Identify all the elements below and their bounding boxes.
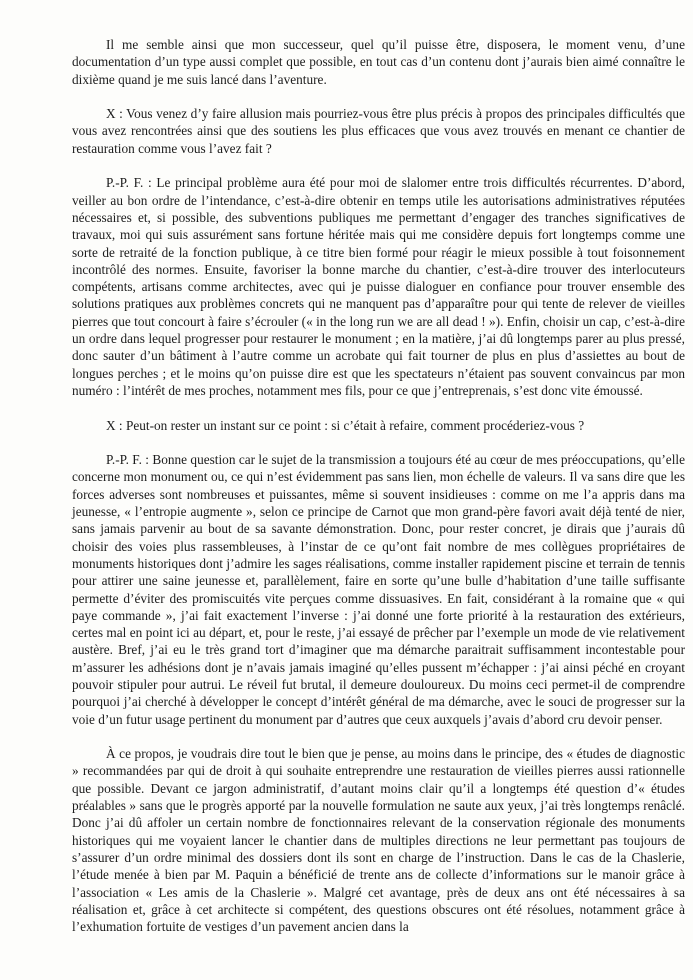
paragraph-diagnostic-studies: À ce propos, je voudrais dire tout le bien que je pense, au moins dans le principe, des « études de diagnostic » recommandées par qui de droit à qui souhaite entreprendre une restauration de vieilles pierres aussi rationnelle que possible. Devant ce jargon administratif, d’autant moins clair qu’il a longtemps été question d’« études préalables » sans que le progrès apporté par la nouvelle formulation ne saute aux yeux, j’ai très longtemps renâclé. Donc j’ai dû affoler un certain nombre de fonctionnaires relevant de la conservation régionale des monuments historiques qui me voyaient lancer le chantier dans de multiples directions ne leur permettant pas toujours de s’assurer d’un ordre minimal des dossiers dont ils sont en charge de l’instruction. Dans le cas de la Chaslerie, l’étude menée à bien par M. Paquin a bénéficié de trente ans de collecte d’informations sur le manoir grâce à l’association « Les amis de la Chaslerie ». Malgré cet avantage, près de deux ans ont été nécessaires à sa réalisation et, grâce à cet architecte si compétent, des questions obscures ont été résolues, notamment grâce à l’exhumation fortuite de vestiges d’un pavement ancien dans la [72,746,685,935]
paragraph-answer-difficulties: P.-P. F. : Le principal problème aura été pour moi de slalomer entre trois difficultés récurrentes. D’abord, veiller au bon ordre de l’intendance, c’est-à-dire obtenir en temps utile les autorisations administratives réputées nécessaires et, si possible, des subventions publiques me permettant d’engager des tranches significatives de travaux, moi qui suis assurément sans fortune héritée mais qui me considère depuis fort longtemps comme une sorte de retraité de la fonction publique, à ce titre bien formé pour réagir le mieux possible à tout foisonnement incontrôlé des normes. Ensuite, favoriser la bonne marche du chantier, c’est-à-dire trouver des interlocuteurs compétents, artisans comme architectes, avec qui je puisse dialoguer en confiance pour trouver ensemble des solutions pratiques aux problèmes concrets qui ne manquent pas d’apparaître pour qui tente de relever de vieilles pierres que tout concourt à faire s’écrouler (« in the long run we are all dead ! »). Enfin, choisir un cap, c’est-à-dire un ordre dans lequel progresser pour restaurer le monument ; en la matière, j’ai dû longtemps parer au plus pressé, donc sauter d’un bâtiment à l’autre comme un acrobate qui fait tourner de plus en plus d’assiettes au bout de longues perches ; et le moins qu’on puisse dire est que les spectateurs n’étaient pas souvent convaincus par mon numéro : l’intérêt de mes proches, notamment mes fils, pour ce que j’entreprenais, s’est donc vite émoussé. [72,175,685,398]
paragraph-question-difficulties: X : Vous venez d’y faire allusion mais pourriez-vous être plus précis à propos des principales difficultés que vous avez rencontrées ainsi que des soutiens les plus efficaces que vous avez trouvés en menant ce chantier de restauration comme vous l’avez fait ? [72,106,685,156]
paragraph-successor: Il me semble ainsi que mon successeur, quel qu’il puisse être, disposera, le moment venu, d’une documentation d’un type aussi complet que possible, en tout cas d’un contenu dont j’aurais bien aimé connaître le dixième quand je me suis lancé dans l’aventure. [72,37,685,87]
paragraph-answer-transmission: P.-P. F. : Bonne question car le sujet de la transmission a toujours été au cœur de mes préoccupations, qu’elle concerne mon monument ou, ce qui n’est évidemment pas sans lien, mon échelle de valeurs. Il va sans dire que les forces adverses sont nombreuses et puissantes, même si souvent insidieuses : comme on me l’a appris dans ma jeunesse, « l’entropie augmente », selon ce principe de Carnot que mon grand-père favori avait déjà tenté de nier, sans jamais parvenir au bout de sa savante démonstration. Donc, pour rester concret, je dirais que j’aurais dû choisir des voies plus rassembleuses, à l’instar de ce qu’ont fait nombre de mes collègues propriétaires de monuments historiques dont j’admire les sages réalisations, comme installer rapidement piscine et terrain de tennis pour attirer une saine jeunesse et, parallèlement, faire en sorte qu’une bulle d’habitation d’une taille suffisante permette d’éviter des promiscuités vite perçues comme dissuasives. En fait, considérant à la romaine que « qui paye commande », j’ai fait exactement l’inverse : j’ai donné une forte priorité à la restauration des extérieurs, certes mal en point ici au départ, et, pour le reste, j’ai essayé de prêcher par l’exemple un mode de vie relativement austère. Bref, j’ai eu le très grand tort d’imaginer que ma démarche paraitrait suffisamment incontestable pour m’assurer les adhésions dont je n’avais jamais imaginé qu’elles pussent m’échapper : j’ai ainsi péché en croyant pouvoir stipuler pour autrui. Le réveil fut brutal, il demeure douloureux. Du moins ceci permet-il de comprendre pourquoi j’ai cherché à développer le concept d’intérêt général de ma démarche, avec le souci de progresser sur la voie d’un futur usage pertinent du monument par d’autres que ceux auxquels j’avais d’abord cru devoir penser. [72,452,685,727]
paragraph-question-redo: X : Peut-on rester un instant sur ce point : si c’était à refaire, comment procéderiez-vous ? [106,417,585,433]
